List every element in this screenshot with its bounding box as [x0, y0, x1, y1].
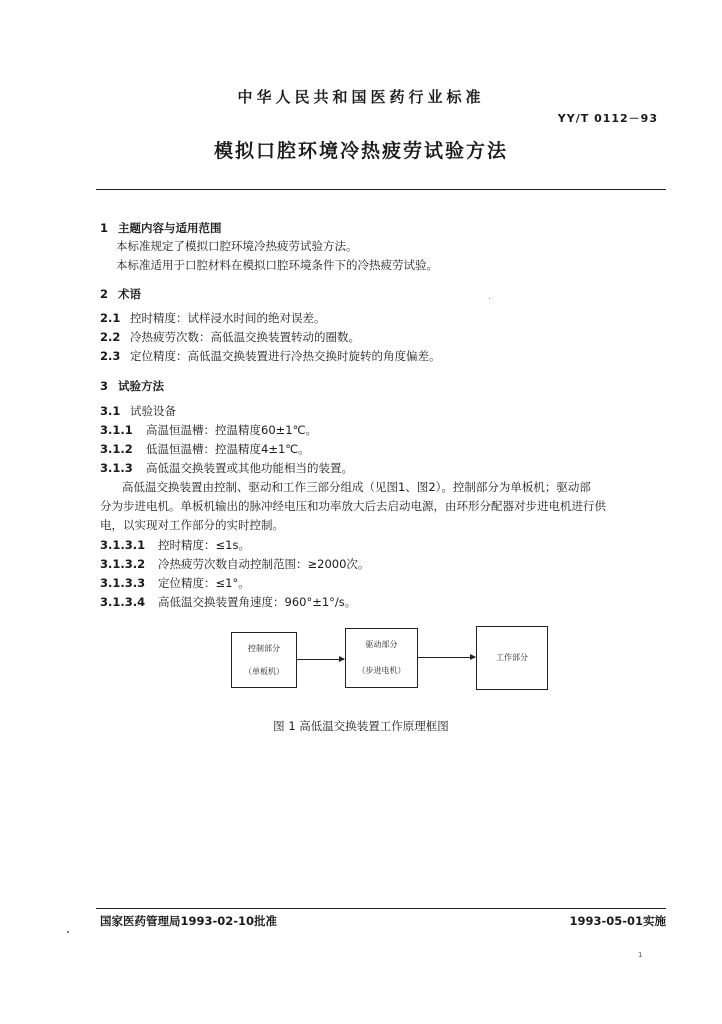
term-item — [100, 329, 360, 345]
section-number: 3 — [100, 379, 109, 393]
item-text: 定位精度：高低温交换装置进行冷热交换时旋转的角度偏差。 — [130, 349, 441, 363]
box-label: 工作部分 — [496, 653, 528, 662]
term-item — [100, 348, 441, 364]
item-number: 3.1.3.4 — [100, 595, 146, 609]
item-text: 冷热疲劳次数自动控制范围：≥2000次。 — [158, 557, 370, 571]
section-title: 试验方法 — [118, 379, 164, 393]
scan-speck — [67, 931, 69, 933]
page-number: 1 — [638, 951, 643, 959]
footer-rule — [96, 908, 666, 909]
header-rule — [96, 189, 666, 190]
paragraph: 分为步进电机。单板机输出的脉冲经电压和功率放大后去启动电源，由环形分配器对步进电机进行供 — [100, 499, 606, 513]
approval-note: 国家医药管理局1993-02-10批准 — [100, 914, 278, 928]
item-number: 3.1.3 — [100, 461, 133, 475]
equipment-item — [100, 460, 353, 476]
item-number: 2.1 — [100, 311, 121, 325]
item-text: 控时精度：试样浸水时间的绝对误差。 — [130, 311, 326, 325]
spec-item — [100, 537, 250, 553]
subsection-heading — [100, 403, 176, 419]
item-number: 3.1.3.3 — [100, 576, 146, 590]
item-number: 3.1.2 — [100, 442, 133, 456]
spec-item — [100, 594, 356, 610]
box-sublabel: （单板机） — [244, 667, 284, 676]
item-number: 3.1.1 — [100, 423, 133, 437]
item-text: 高低温交换装置或其他功能相当的装置。 — [146, 461, 353, 475]
control-unit-box — [231, 632, 297, 688]
equipment-item — [100, 441, 310, 457]
figure-caption: 图 1 高低温交换装置工作原理框图 — [273, 719, 449, 733]
section-1-heading — [100, 220, 222, 236]
item-number: 3.1.3.1 — [100, 538, 146, 552]
item-text: 高低温交换装置角速度：960°±1°/s。 — [158, 595, 357, 609]
paragraph: 电，以实现对工作部分的实时控制。 — [100, 518, 284, 532]
flow-arrow — [296, 659, 344, 660]
paragraph: 高低温交换装置由控制、驱动和工作三部分组成（见图1、图2）。控制部分为单板机；驱动部 — [122, 480, 591, 494]
section-2-heading — [100, 286, 141, 302]
item-text: 低温恒温槽：控温精度4±1℃。 — [146, 442, 310, 456]
item-text: 定位精度：≤1°。 — [158, 576, 250, 590]
working-unit-box — [476, 626, 548, 690]
issuing-organization: 中华人民共和国医药行业标准 — [237, 88, 485, 106]
term-item — [100, 310, 326, 326]
section-number: 2 — [100, 287, 109, 301]
scan-speck — [489, 298, 490, 299]
paragraph: 本标准适用于口腔材料在模拟口腔环境条件下的冷热疲劳试验。 — [116, 258, 438, 272]
item-number: 3.1.3.2 — [100, 557, 146, 571]
item-text: 冷热疲劳次数：高低温交换装置转动的圈数。 — [130, 330, 360, 344]
spec-item — [100, 575, 250, 591]
item-number: 3.1 — [100, 404, 121, 418]
box-label: 控制部分 — [248, 644, 280, 653]
item-text: 试验设备 — [130, 404, 176, 418]
section-title: 术语 — [118, 287, 141, 301]
effective-date: 1993-05-01实施 — [569, 914, 666, 928]
box-label: 驱动部分 — [365, 640, 398, 649]
spec-item — [100, 556, 369, 572]
flow-arrow — [417, 657, 475, 658]
box-sublabel: （步进电机） — [357, 666, 406, 675]
document-title: 模拟口腔环境冷热疲劳试验方法 — [213, 140, 508, 162]
equipment-item — [100, 422, 317, 438]
item-number: 2.2 — [100, 330, 121, 344]
section-number: 1 — [100, 221, 109, 235]
item-text: 控时精度：≤1s。 — [158, 538, 250, 552]
paragraph: 本标准规定了模拟口腔环境冷热疲劳试验方法。 — [116, 239, 358, 253]
standard-number: YY/T 0112－93 — [557, 112, 658, 125]
item-number: 2.3 — [100, 349, 121, 363]
drive-unit-box — [345, 628, 418, 688]
section-3-heading — [100, 378, 164, 394]
item-text: 高温恒温槽：控温精度60±1℃。 — [146, 423, 317, 437]
section-title: 主题内容与适用范围 — [118, 221, 222, 235]
